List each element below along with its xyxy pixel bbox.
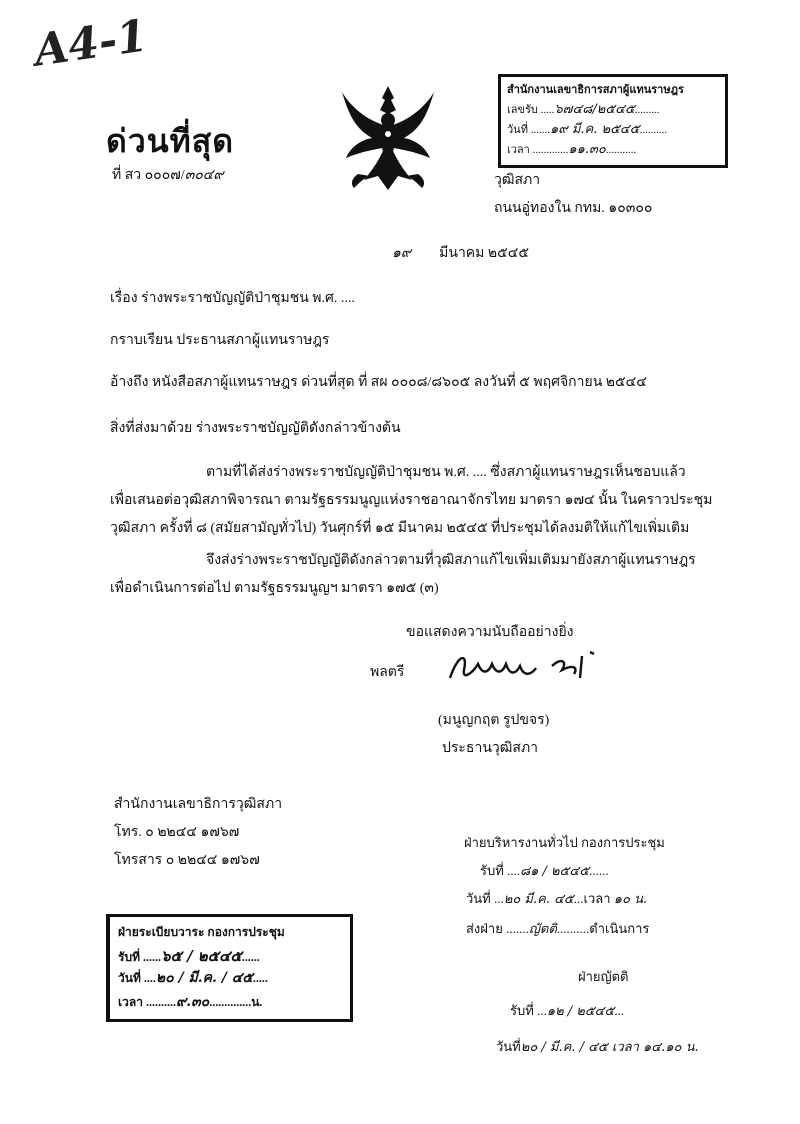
stamp-top-time-label: เวลา	[507, 144, 530, 156]
body-paragraph-1-line-2: เพื่อเสนอต่อวุฒิสภาพิจารณา ตามรัฐธรรมนูญแห่งราชอาณาจักรไทย มาตรา ๑๗๔ นั้น ในคราวประชุม	[110, 493, 713, 508]
closing-line: ขอแสดงความนับถืออย่างยิ่ง	[406, 625, 574, 640]
signer-title: ประธานวุฒิสภา	[442, 741, 539, 756]
agenda-stamp-date-row: วันที่ ....๒๐ / มี.ค. / ๔๕.....	[118, 970, 268, 986]
meeting-stamp-receive-row: รับที่ ....๘๑ / ๒๕๔๕......	[480, 863, 609, 879]
agenda-stamp-date-label: วันที่	[118, 971, 141, 985]
agenda-stamp-receive-value: ๖๕ / ๒๕๔๕	[160, 947, 242, 965]
agenda-stamp-date-value: ๒๐ / มี.ค. / ๔๕	[155, 970, 253, 986]
letter-date	[392, 244, 529, 263]
meeting-stamp-time-value: ๑๐ น.	[613, 892, 648, 907]
sender-address: ถนนอู่ทองใน กทม. ๑๐๓๐๐	[494, 201, 653, 216]
date-month-year: มีนาคม ๒๕๔๕	[439, 246, 529, 261]
stamp-top-receive-row: เลขรับ .....๖๗๔๘/๒๕๔๕.........	[507, 102, 660, 117]
doc-number-prefix: ที่ สว ๐๐๐๗/	[112, 168, 185, 183]
agenda-stamp-time-suffix: น.	[251, 995, 263, 1009]
agenda-stamp-title: ฝ่ายระเบียบวาระ กองการประชุม	[118, 925, 285, 939]
motion-stamp-date-row	[496, 1036, 699, 1057]
body-paragraph-2-line-1: จึงส่งร่างพระราชบัญญัติดังกล่าวตามที่วุฒิสภาแก้ไขเพิ่มเติมมายังสภาผู้แทนราษฎร	[206, 553, 696, 568]
motion-stamp-receive-value: ๑๒ / ๒๕๔๕	[546, 1004, 615, 1019]
motion-stamp-receive-row: รับที่ ...๑๒ / ๒๕๔๕...	[510, 1003, 625, 1019]
meeting-stamp-send-label: ส่งฝ่าย	[466, 921, 503, 936]
meeting-stamp-date-value: ๒๐ มี.ค. ๔๕	[503, 892, 574, 907]
agenda-stamp-time-label: เวลา	[118, 995, 143, 1009]
stamp-top-time-row: เวลา .............๑๑.๓๐...........	[507, 142, 637, 157]
receiving-stamp-top	[498, 74, 728, 168]
sender-office: วุฒิสภา	[494, 173, 541, 188]
date-day-handwritten: ๑๙	[392, 245, 412, 261]
body-paragraph-1-line-1: ตามที่ได้ส่งร่างพระราชบัญญัติป่าชุมชน พ.ศ. .... ซึ่งสภาผู้แทนราษฎรเห็นชอบแล้ว	[206, 465, 686, 480]
meeting-stamp-date-row: วันที่ ...๒๐ มี.ค. ๔๕...เวลา ๑๐ น.	[466, 891, 648, 907]
office-fax: โทรสาร ๐ ๒๒๔๔ ๑๗๖๗	[114, 853, 260, 868]
meeting-stamp-send-row: ส่งฝ่าย .......ญัตติ..........ดำเนินการ	[466, 921, 650, 937]
stamp-top-time-value: ๑๑.๓๐	[568, 142, 606, 157]
body-paragraph-1-line-3: วุฒิสภา ครั้งที่ ๘ (สมัยสามัญทั่วไป) วันศุกร์ที่ ๑๕ มีนาคม ๒๕๔๕ ที่ประชุมได้ลงมติให้แก้ไขเพิ่มเติม	[110, 521, 690, 536]
motion-stamp-date-value: ๒๐ / มี.ค. / ๔๕ เวลา ๑๔.๑๐ น.	[520, 1040, 699, 1055]
urgency-heading: ด่วนที่สุด	[106, 123, 235, 159]
handwritten-doc-mark: A4-1	[31, 10, 151, 77]
reference-line: อ้างถึง หนังสือสภาผู้แทนราษฎร ด่วนที่สุด ที่ สผ ๐๐๐๘/๘๖๐๕ ลงวันที่ ๕ พฤศจิกายน ๒๕๔๔	[110, 375, 647, 390]
garuda-emblem-icon	[338, 82, 438, 194]
meeting-stamp-title: ฝ่ายบริหารงานทั่วไป กองการประชุม	[464, 835, 665, 850]
doc-number-handwritten: ๓๐๔๙	[184, 167, 224, 183]
document-number	[112, 166, 224, 185]
agenda-stamp-receive-row: รับที่ ......๖๕ / ๒๕๔๕......	[118, 947, 260, 965]
stamp-top-date-value: ๑๙ มี.ค. ๒๕๔๕	[549, 122, 640, 137]
agenda-stamp-receive-label: รับที่	[118, 950, 140, 964]
meeting-stamp-receive-value: ๘๑ / ๒๕๔๕	[520, 864, 590, 879]
agenda-stamp-time-row: เวลา ..........๙.๓๐..............น.	[118, 994, 263, 1010]
meeting-stamp-send-value: ญัตติ	[528, 922, 557, 937]
recipient-line: กราบเรียน ประธานสภาผู้แทนราษฎร	[110, 333, 330, 348]
stamp-top-title: สำนักงานเลขาธิการสภาผู้แทนราษฎร	[507, 84, 684, 96]
stamp-top-receive-value: ๖๗๔๘/๒๕๔๕	[554, 102, 635, 117]
meeting-stamp-receive-label: รับที่	[480, 863, 504, 878]
stamp-top-date-row: วันที่ .......๑๙ มี.ค. ๒๕๔๕..........	[507, 122, 668, 137]
motion-stamp-receive-label: รับที่	[510, 1003, 534, 1018]
enclosure-line: สิ่งที่ส่งมาด้วย ร่างพระราชบัญญัติดังกล่าวข้างต้น	[110, 421, 401, 436]
subject-line: เรื่อง ร่างพระราชบัญญัติป่าชุมชน พ.ศ. ....	[110, 291, 355, 306]
meeting-stamp-time-label: เวลา	[583, 891, 611, 906]
stamp-top-date-label: วันที่	[507, 124, 528, 136]
stamp-top-receive-label: เลขรับ	[507, 104, 538, 116]
signer-rank: พลตรี	[370, 665, 405, 680]
agenda-stamp-time-value: ๙.๓๐	[175, 994, 210, 1010]
motion-stamp-date-label: วันที่	[496, 1039, 521, 1054]
agenda-division-stamp	[106, 914, 353, 1022]
signer-name: (มนูญกฤต รูปขจร)	[438, 713, 550, 728]
meeting-stamp-date-label: วันที่	[466, 891, 491, 906]
meeting-stamp-send-suffix: ดำเนินการ	[589, 921, 650, 936]
motion-stamp-title: ฝ่ายญัตติ	[578, 969, 629, 984]
body-paragraph-2-line-2: เพื่อดำเนินการต่อไป ตามรัฐธรรมนูญฯ มาตรา ๑๗๕ (๓)	[110, 581, 439, 596]
signature-mark	[444, 644, 614, 690]
office-phone: โทร. ๐ ๒๒๔๔ ๑๗๖๗	[114, 825, 240, 840]
office-footer: สำนักงานเลขาธิการวุฒิสภา	[114, 797, 283, 812]
